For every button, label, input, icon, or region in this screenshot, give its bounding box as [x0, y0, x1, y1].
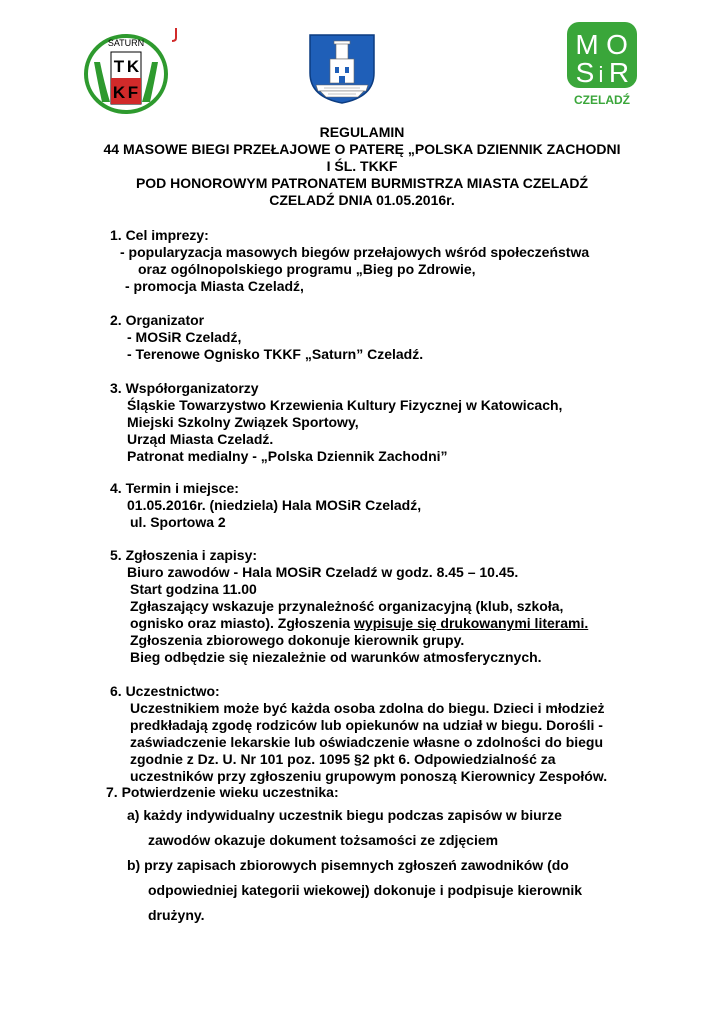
czeladz-coat-of-arms — [308, 33, 376, 105]
logo-saturn-text: SATURN — [107, 38, 145, 48]
section-1-line: - popularyzacja masowych biegów przełajowych wśród społeczeństwa — [120, 244, 590, 260]
section-3-line: Patronat medialny - „Polska Dziennik Zachodni” — [127, 448, 448, 464]
logo-letter-f: F — [127, 83, 139, 102]
section-1-line: oraz ogólnopolskiego programu „Bieg po Zdrowie, — [138, 261, 476, 277]
section-6-line: zgodnie z Dz. U. Nr 101 poz. 1095 §2 pkt 6. Odpowiedzialność za — [130, 751, 556, 767]
section-7-item-a-cont: zawodów okazuje dokument tożsamości ze zdjęciem — [148, 832, 499, 848]
section-7-item-b-cont: drużyny. — [148, 907, 205, 923]
section-5-line: Biuro zawodów - Hala MOSiR Czeladź w godz. 8.45 – 10.45. — [127, 564, 519, 580]
section-5-line: Zgłaszający wskazuje przynależność organizacyjną (klub, szkoła, — [130, 598, 564, 614]
mosir-czeladz-text: CZELADŹ — [574, 93, 630, 107]
section-3-line: Urząd Miasta Czeladź. — [127, 431, 274, 447]
section-7-item-a: a) każdy indywidualny uczestnik biegu podczas zapisów w biurze — [127, 807, 562, 823]
mosir-letter-i: i — [598, 62, 604, 87]
underlined-instruction: wypisuje się drukowanymi literami. — [354, 615, 589, 631]
section-2-line: - MOSiR Czeladź, — [127, 329, 242, 345]
logo-letter-k1: K — [126, 57, 140, 76]
section-7-item-b-cont: odpowiedniej kategorii wiekowej) dokonuje i podpisuje kierownik — [148, 882, 583, 898]
section-3-line: Miejski Szkolny Związek Sportowy, — [127, 414, 359, 430]
mosir-letter-s: S — [575, 57, 595, 88]
document-title — [0, 124, 724, 209]
section-5-line — [130, 615, 588, 632]
title-patronage: POD HONOROWYM PATRONATEM BURMISTRZA MIASTA CZELADŹ — [135, 175, 589, 191]
section-5-line-text: ognisko oraz miasto). Zgłoszenia — [130, 615, 355, 631]
section-4-heading: 4. Termin i miejsce: — [110, 480, 239, 496]
section-5-line: Bieg odbędzie się niezależnie od warunków atmosferycznych. — [130, 649, 542, 665]
section-1-heading: 1. Cel imprezy: — [110, 227, 209, 243]
section-6-line: Uczestnikiem może być każda osoba zdolna do biegu. Dzieci i młodzież — [130, 700, 605, 716]
logo-letter-k2: K — [112, 83, 126, 102]
section-5-line: Zgłoszenia zbiorowego dokonuje kierownik grupy. — [130, 632, 465, 648]
section-5-line: Start godzina 11.00 — [130, 581, 257, 597]
section-3-line: Śląskie Towarzystwo Krzewienia Kultury Fizycznej w Katowicach, — [127, 397, 563, 413]
section-5-heading: 5. Zgłoszenia i zapisy: — [110, 547, 258, 563]
section-6-line: uczestników przy zgłoszeniu grupowym ponoszą Kierownicy Zespołów. — [130, 768, 608, 784]
logo-letter-t: T — [113, 57, 125, 76]
section-2-line: - Terenowe Ognisko TKKF „Saturn” Czeladź. — [127, 346, 424, 362]
mosir-letter-r: R — [608, 57, 630, 88]
title-event-name-cont: I ŚL. TKKF — [326, 158, 398, 174]
section-4-line: ul. Sportowa 2 — [130, 514, 226, 530]
section-1-line: - promocja Miasta Czeladź, — [125, 278, 304, 294]
title-date: CZELADŹ DNIA 01.05.2016r. — [269, 192, 455, 208]
section-6-line: predkładają zgodę rodziców lub opiekunów na udział w biegu. Dorośli - — [130, 717, 603, 733]
section-2-heading: 2. Organizator — [110, 312, 205, 328]
title-event-name: 44 MASOWE BIEGI PRZEŁAJOWE O PATERĘ „POLSKA DZIENNIK ZACHODNI — [103, 141, 621, 157]
section-4-line: 01.05.2016r. (niedziela) Hala MOSiR Czeladź, — [127, 497, 422, 513]
title-regulamin: REGULAMIN — [319, 124, 405, 140]
section-6-line: zaświadczenie lekarskie lub oświadczenie własne o zdolności do biegu — [130, 734, 604, 750]
section-6-heading: 6. Uczestnictwo: — [110, 683, 220, 699]
section-7-item-b: b) przy zapisach zbiorowych pisemnych zgłoszeń zawodników (do — [127, 857, 569, 873]
mosir-czeladz-logo — [565, 20, 639, 110]
mosir-letter-o: O — [606, 29, 628, 60]
section-7-heading: 7. Potwierdzenie wieku uczestnika: — [106, 784, 339, 800]
section-3-heading: 3. Współorganizatorzy — [110, 380, 259, 396]
mosir-letter-m: M — [575, 29, 599, 60]
tkkf-saturn-logo — [80, 22, 180, 114]
